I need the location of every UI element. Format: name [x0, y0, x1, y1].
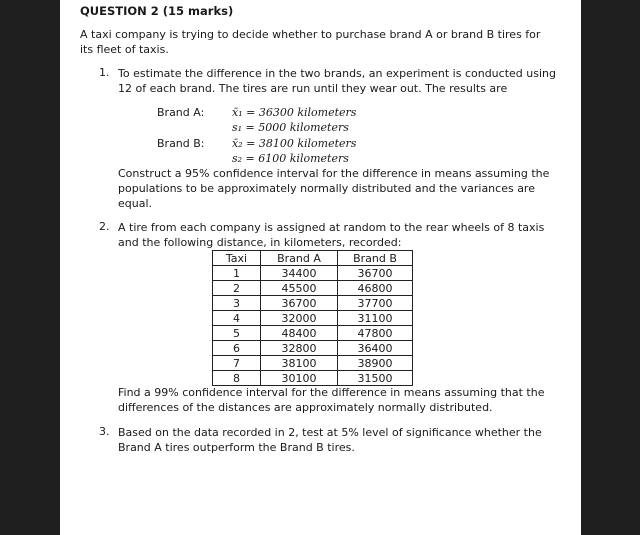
- cell-taxi: 5: [213, 326, 261, 341]
- brand-b-label: Brand B:: [157, 137, 205, 150]
- cell-brand-a: 45500: [261, 281, 338, 296]
- cell-taxi: 7: [213, 356, 261, 371]
- table-row: [213, 296, 413, 311]
- table-row: [213, 281, 413, 296]
- question-title: QUESTION 2 (15 marks): [80, 4, 234, 18]
- part2-line-2: and the following distance, in kilometers, recorded:: [118, 236, 402, 249]
- cell-brand-b: 47800: [338, 326, 413, 341]
- cell-brand-a: 30100: [261, 371, 338, 386]
- cell-brand-a: 36700: [261, 296, 338, 311]
- part3-line-1: Based on the data recorded in 2, test at 5% level of significance whether the: [118, 426, 542, 439]
- cell-taxi: 1: [213, 266, 261, 281]
- intro-line-1: A taxi company is trying to decide whether to purchase brand A or brand B tires for: [80, 28, 541, 41]
- cell-brand-b: 31500: [338, 371, 413, 386]
- table-row: [213, 266, 413, 281]
- part1-line-2: 12 of each brand. The tires are run until they wear out. The results are: [118, 82, 508, 95]
- part2-number: 2.: [99, 220, 110, 233]
- part1-task-line-3: equal.: [118, 197, 153, 210]
- cell-brand-b: 38900: [338, 356, 413, 371]
- document-page: [60, 0, 581, 535]
- part1-number: 1.: [99, 66, 110, 79]
- distance-table: [212, 250, 413, 386]
- header-brand-a: Brand A: [261, 251, 338, 266]
- brand-b-mean: x̄₂ = 38100 kilometers: [232, 137, 357, 150]
- cell-brand-a: 34400: [261, 266, 338, 281]
- cell-brand-a: 32800: [261, 341, 338, 356]
- cell-brand-b: 36700: [338, 266, 413, 281]
- header-brand-b: Brand B: [338, 251, 413, 266]
- header-taxi: Taxi: [213, 251, 261, 266]
- table-row: [213, 311, 413, 326]
- brand-a-sd: s₁ = 5000 kilometers: [232, 121, 349, 134]
- part1-line-1: To estimate the difference in the two brands, an experiment is conducted using: [118, 67, 556, 80]
- brand-b-sd: s₂ = 6100 kilometers: [232, 152, 349, 165]
- part1-task-line-1: Construct a 95% confidence interval for the difference in means assuming the: [118, 167, 550, 180]
- brand-a-label: Brand A:: [157, 106, 205, 119]
- table-row: [213, 356, 413, 371]
- table-row: [213, 371, 413, 386]
- cell-taxi: 6: [213, 341, 261, 356]
- intro-line-2: its fleet of taxis.: [80, 43, 169, 56]
- cell-brand-b: 37700: [338, 296, 413, 311]
- cell-brand-b: 36400: [338, 341, 413, 356]
- cell-taxi: 4: [213, 311, 261, 326]
- cell-brand-a: 32000: [261, 311, 338, 326]
- brand-a-mean: x̄₁ = 36300 kilometers: [232, 106, 357, 119]
- table-row: [213, 341, 413, 356]
- part2-task-line-2: differences of the distances are approximately normally distributed.: [118, 401, 493, 414]
- table-row: [213, 326, 413, 341]
- part2-task-line-1: Find a 99% confidence interval for the difference in means assuming that the: [118, 386, 545, 399]
- cell-brand-b: 46800: [338, 281, 413, 296]
- cell-taxi: 8: [213, 371, 261, 386]
- cell-brand-a: 38100: [261, 356, 338, 371]
- table-header-row: [213, 251, 413, 266]
- part3-number: 3.: [99, 425, 110, 438]
- cell-brand-a: 48400: [261, 326, 338, 341]
- cell-taxi: 2: [213, 281, 261, 296]
- part2-line-1: A tire from each company is assigned at random to the rear wheels of 8 taxis: [118, 221, 545, 234]
- cell-brand-b: 31100: [338, 311, 413, 326]
- part3-line-2: Brand A tires outperform the Brand B tires.: [118, 441, 355, 454]
- part1-task-line-2: populations to be approximately normally distributed and the variances are: [118, 182, 535, 195]
- cell-taxi: 3: [213, 296, 261, 311]
